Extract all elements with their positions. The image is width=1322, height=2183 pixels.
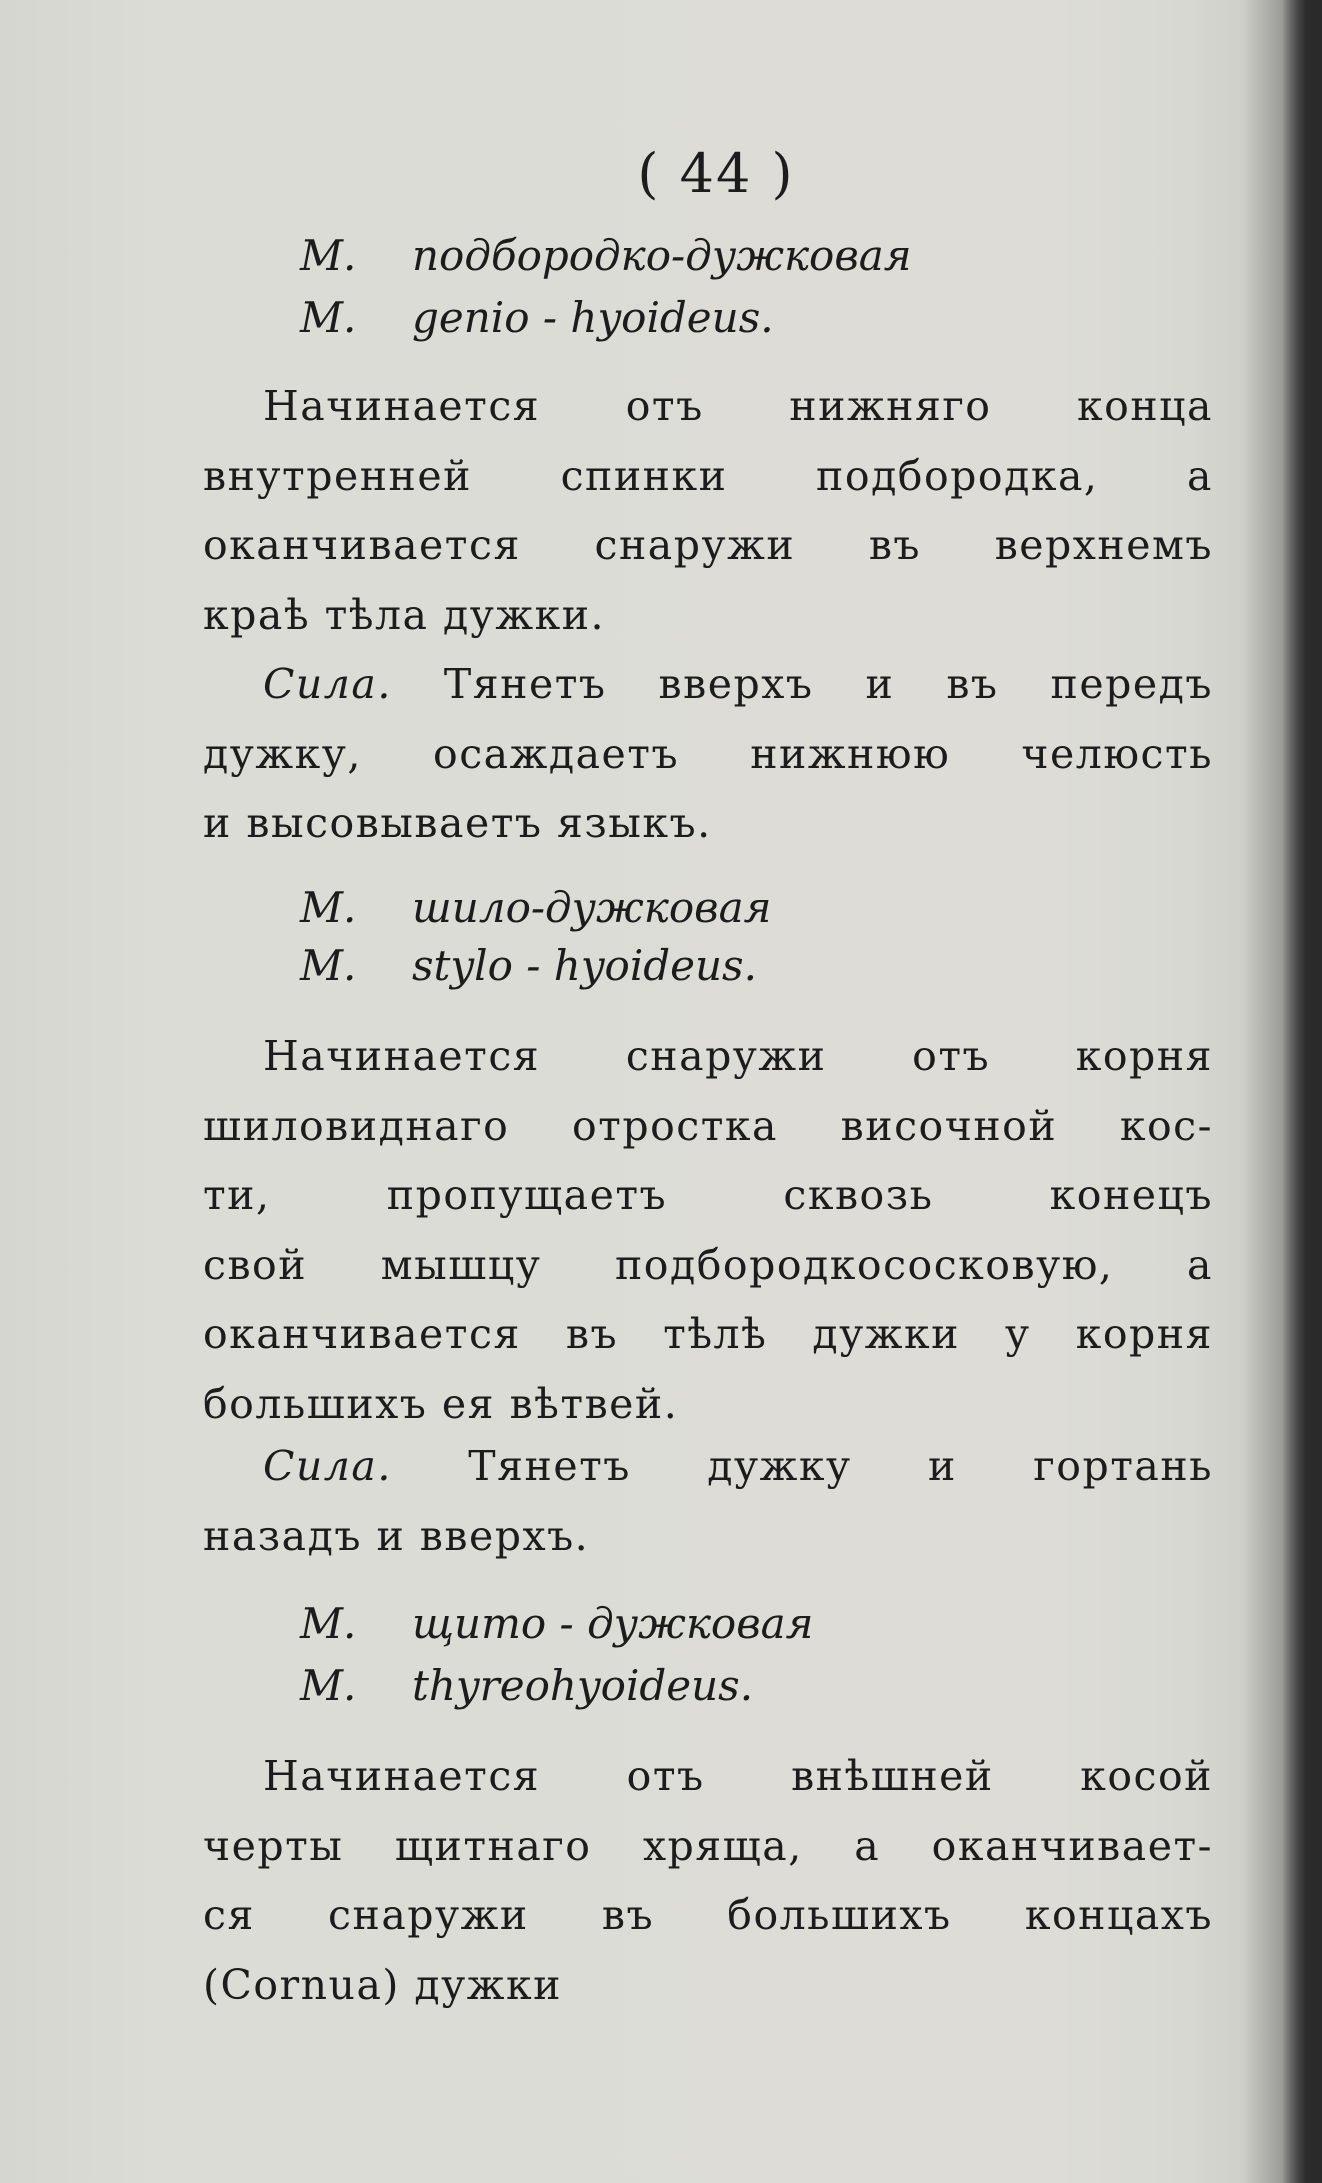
text-line: внутренней спинки подбородка, а (203, 451, 1213, 500)
text-line: Начинается отъ нижняго конца (263, 382, 1213, 430)
text-line: свой мышцу подбородкососковую, а (203, 1240, 1213, 1289)
action-paragraph-2 (203, 1432, 1213, 1571)
heading-text: подбородко-дужковая (412, 231, 912, 280)
action-text: Тянетъ дужку и гортань (468, 1442, 1213, 1490)
heading-label: М. (300, 1599, 357, 1648)
heading-la-2 (300, 932, 757, 1000)
text-line: черты щитнаго хряща, а оканчивает- (203, 1821, 1213, 1870)
text-line (203, 650, 1213, 720)
origin-paragraph-1 (203, 372, 1213, 650)
sila-label: Сила. (263, 660, 392, 708)
origin-paragraph-2 (203, 1022, 1213, 1439)
heading-la-1 (300, 284, 774, 352)
heading-text: шило-дужковая (412, 883, 772, 932)
sila-label: Сила. (263, 1442, 392, 1490)
heading-la-3 (300, 1652, 753, 1720)
heading-label: М. (300, 231, 357, 280)
text-line: дужку, осаждаетъ нижнюю челюсть (203, 729, 1213, 778)
text-line: Начинается отъ внѣшней косой (263, 1752, 1213, 1800)
page-number: ( 44 ) (637, 142, 795, 205)
heading-ru-3 (300, 1590, 813, 1658)
heading-text: stylo - hyoideus. (412, 941, 757, 990)
text-line: ся снаружи въ большихъ концахъ (203, 1891, 1213, 1939)
heading-text: щито - дужковая (412, 1599, 814, 1648)
text-line: большихъ ея вѣтвей. (203, 1379, 679, 1428)
book-spine-shadow (1282, 0, 1322, 2183)
text-line: шиловиднаго отростка височной кос- (203, 1101, 1213, 1150)
text-line: ти, пропущаетъ сквозь конецъ (203, 1171, 1213, 1219)
text-line: оканчивается въ тѣлѣ дужки у корня (203, 1310, 1213, 1358)
text-line: Начинается снаружи отъ корня (263, 1032, 1213, 1080)
heading-text: thyreohyoideus. (412, 1661, 754, 1710)
text-line: назадъ и вверхъ. (203, 1511, 590, 1560)
text-line: оканчивается снаружи въ верхнемъ (203, 521, 1213, 569)
text-line: краѣ тѣла дужки. (203, 590, 606, 639)
action-text: Тянетъ вверхъ и въ передъ (443, 660, 1213, 708)
text-line: (Cornua) дужки (203, 1960, 562, 2009)
heading-label: M. (300, 1661, 357, 1710)
heading-label: М. (300, 883, 357, 932)
heading-ru-1 (300, 222, 912, 290)
text-line: и высовываетъ языкъ. (203, 799, 712, 847)
origin-paragraph-3 (203, 1742, 1213, 2020)
heading-label: M. (300, 941, 357, 990)
heading-label: M. (300, 293, 357, 342)
heading-text: genio - hyoideus. (412, 293, 774, 342)
action-paragraph-1 (203, 650, 1213, 859)
text-line (203, 1432, 1213, 1502)
